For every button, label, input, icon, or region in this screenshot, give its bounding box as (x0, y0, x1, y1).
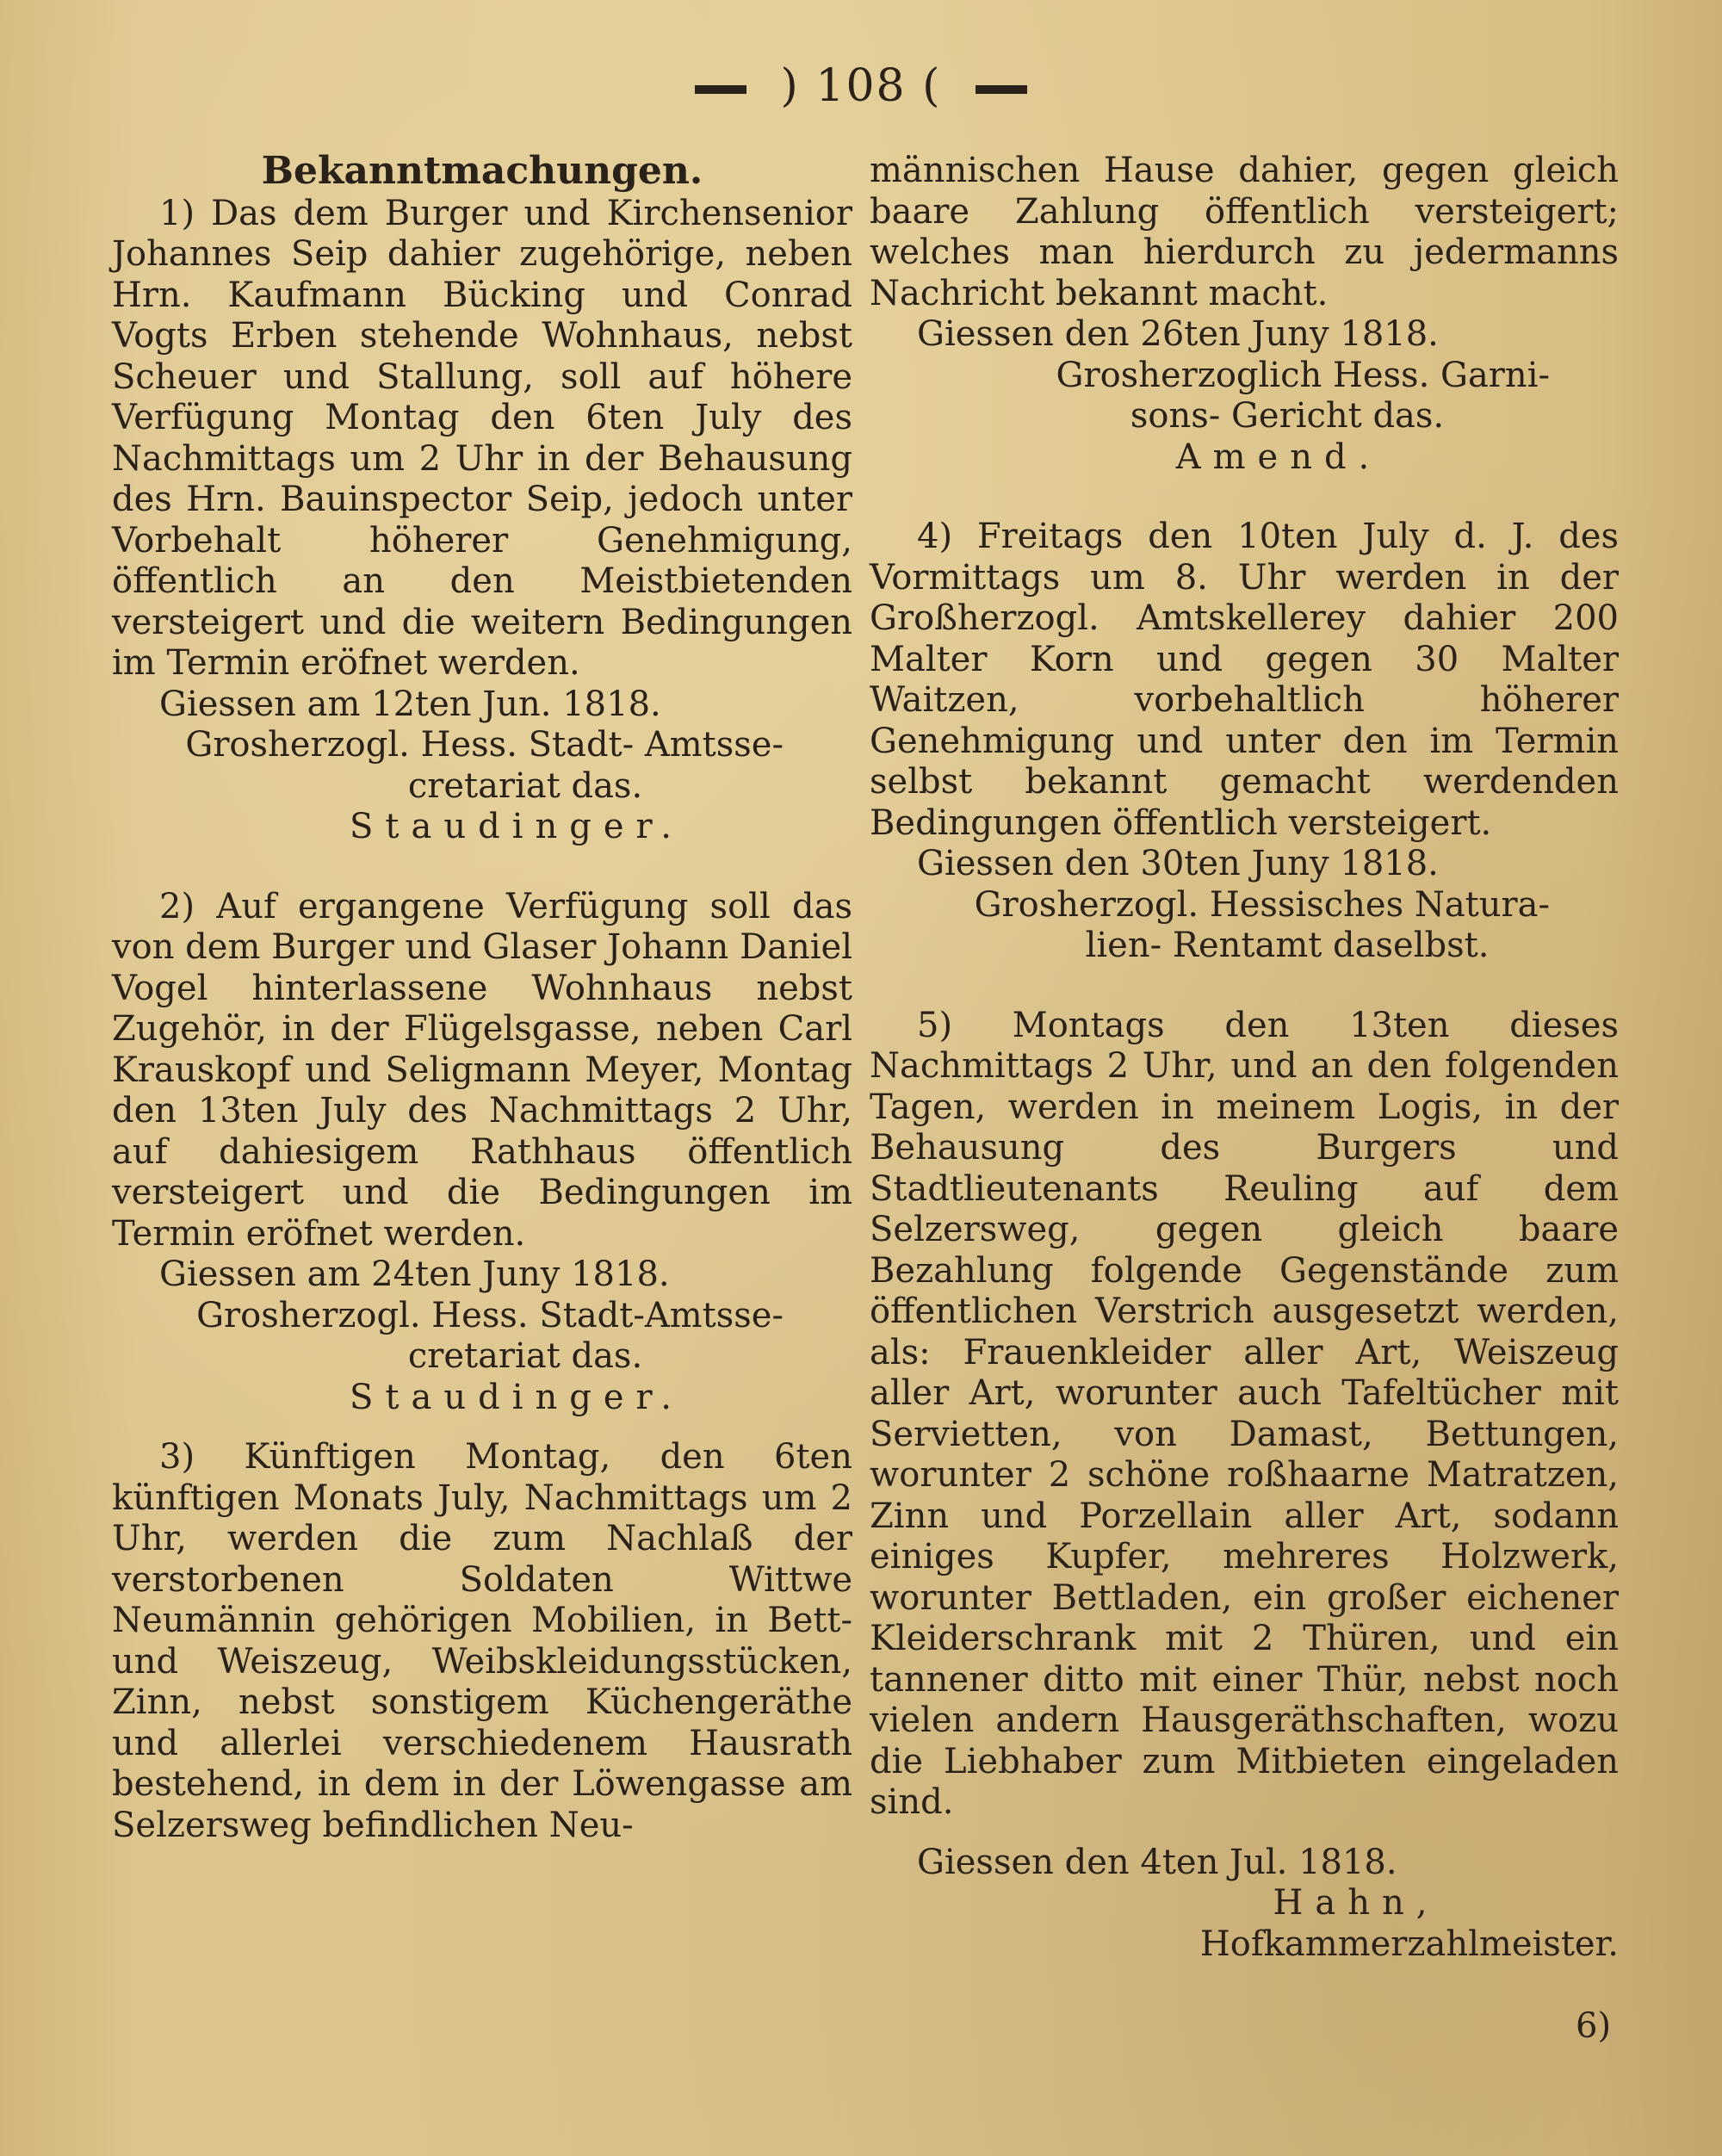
notice-5-title: Hofkammerzahlmeister. (1199, 1924, 1619, 1964)
notice-3-signature: Amend. (1175, 437, 1382, 477)
notice-3-authority: Grosherzoglich Hess. Garni- (1056, 355, 1550, 395)
notice-4-date: Giessen den 30ten Juny 1818. (917, 844, 1439, 883)
catchword: 6) (1576, 2006, 1612, 2046)
notice-5-date: Giessen den 4ten Jul. 1818. (917, 1842, 1397, 1882)
notice-3-text-start: 3) Künftigen Montag, den 6ten künftigen Monats July, Nachmittags um 2 Uhr, werden die zum Nachlaß der verstorbenen Soldaten Wittwe Neumännin gehörigen Mobilien, in Bett- und Weiszeug, Weibskleidungsstücken, Zinn, nebst sonstigem Küchengeräthe und allerlei verschiedenem Hausrath bestehend, in dem in der Löwengasse am Selzersweg befindlichen Neu- (112, 1437, 852, 1845)
notice-3-text-end: männischen Hause dahier, gegen gleich baare Zahlung öffentlich versteigert; welches man hierdurch zu jedermanns Nachricht bekannt macht. (870, 151, 1619, 313)
notice-4-authority-cont: lien- Rentamt daselbst. (1085, 926, 1490, 965)
section-heading: Bekanntmachungen. (261, 149, 703, 193)
notice-2-authority: Grosherzogl. Hess. Stadt-Amtsse- (196, 1295, 784, 1335)
notice-4-text: 4) Freitags den 10ten July d. J. des Vormittags um 8. Uhr werden in der Großherzogl. Amtskellerey dahier 200 Malter Korn und gegen 30 Malter Waitzen, vorbehaltlich höherer Genehmigung und unter den im Termin selbst bekannt gemacht werdenden Bedingungen öffentlich versteigert. (870, 517, 1619, 843)
notice-4-authority: Grosherzogl. Hessisches Natura- (974, 884, 1550, 925)
header-dash-right (976, 85, 1027, 94)
notice-5-text: 5) Montags den 13ten dieses Nachmittags 2 Uhr, und an den folgenden Tagen, werden in meinem Logis, in der Behausung des Burgers und Stadtlieutenants Reuling auf dem Selzersweg, gegen gleich baare Bezahlung folgende Gegenstände zum öffentlichen Verstrich ausgesetzt werden, als: Frauenkleider aller Art, Weiszeug aller Art, worunter auch Tafeltücher mit Servietten, von Damast, Bettungen, worunter 2 schöne roßhaarne Matratzen, Zinn und Porzellain aller Art, sodann einiges Kupfer, mehreres Holzwerk, worunter Bettladen, ein großer eichener Kleiderschrank mit 2 Thüren, und ein tannener ditto mit einer Thür, nebst noch vielen andern Hausgeräthschaften, wozu die Liebhaber zum Mitbieten eingeladen sind. (870, 1005, 1619, 1822)
header-dash-left (695, 85, 746, 94)
notice-2-authority-cont: cretariat das. (407, 1336, 643, 1376)
notice-1-signature: Staudinger. (350, 807, 684, 846)
notice-2-signature: Staudinger. (350, 1377, 684, 1417)
notice-1-authority-cont: cretariat das. (407, 765, 643, 806)
notice-3-date: Giessen den 26ten Juny 1818. (917, 314, 1439, 354)
page-header (0, 60, 1722, 112)
notice-2-date: Giessen am 24ten Juny 1818. (159, 1255, 670, 1294)
page-number: ) 108 ( (780, 60, 942, 112)
right-column (870, 151, 1619, 1965)
notice-1-date: Giessen am 12ten Jun. 1818. (159, 684, 661, 724)
notice-1-text: 1) Das dem Burger und Kirchensenior Johannes Seip dahier zugehörige, neben Hrn. Kaufmann Bücking und Conrad Vogts Erben stehende Wohnhaus, nebst Scheuer und Stallung, soll auf höhere Verfügung Montag den 6ten July des Nachmittags um 2 Uhr in der Behausung des Hrn. Bauinspector Seip, jedoch unter Vorbehalt höherer Genehmigung, öffentlich an den Meistbietenden versteigert und die weitern Bedingungen im Termin eröfnet werden. (112, 193, 852, 683)
notice-3-authority-cont: sons- Gericht das. (1130, 396, 1445, 436)
left-column (112, 151, 852, 1846)
notice-2-text: 2) Auf ergangene Verfügung soll das von dem Burger und Glaser Johann Daniel Vogel hinterlassene Wohnhaus nebst Zugehör, in der Flügelsgasse, neben Carl Krauskopf und Seligmann Meyer, Montag den 13ten July des Nachmittags 2 Uhr, auf dahiesigem Rathhaus öffentlich versteigert und die Bedingungen im Termin eröfnet werden. (112, 886, 852, 1254)
notice-1-authority: Grosherzogl. Hess. Stadt- Amtsse- (185, 725, 784, 765)
notice-5-signature: Hahn, (1273, 1883, 1440, 1923)
